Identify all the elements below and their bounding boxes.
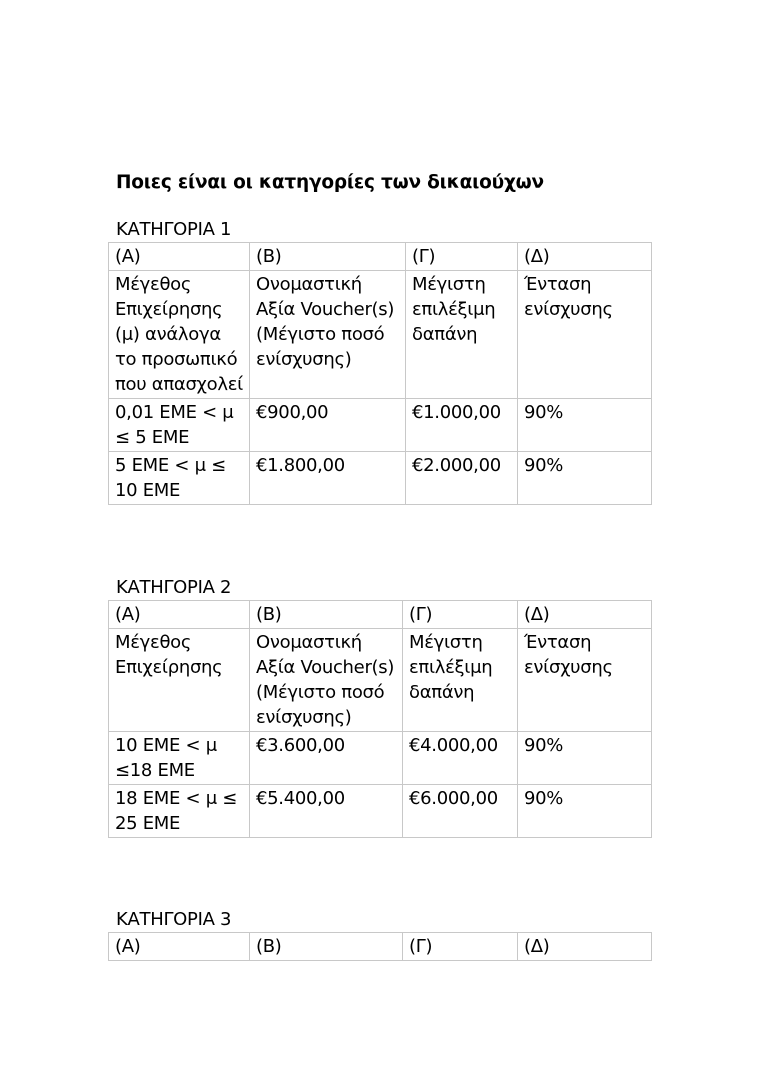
category-3-label: ΚΑΤΗΓΟΡΙΑ 3	[116, 909, 232, 930]
table-cell: (Β)	[250, 933, 403, 961]
table-row	[109, 271, 652, 399]
table-cell: 90%	[518, 785, 652, 838]
table-header-row	[109, 601, 652, 629]
table-cell: Μέγιστη επιλέξιμη δαπάνη	[403, 629, 518, 732]
table-cell: €6.000,00	[403, 785, 518, 838]
table-cell: (Γ)	[403, 601, 518, 629]
table-row	[109, 452, 652, 505]
table-cell: 90%	[518, 399, 652, 452]
table-cell: (Δ)	[518, 933, 652, 961]
table-cell: Μέγεθος Επιχείρησης (μ) ανάλογα το προσωπικό που απασχολεί	[109, 271, 250, 399]
table-cell: €3.600,00	[250, 732, 403, 785]
table-cell: €5.400,00	[250, 785, 403, 838]
table-cell: €1.000,00	[406, 399, 518, 452]
table-cell: (Β)	[250, 243, 406, 271]
table-cell: 0,01 ΕΜΕ < μ ≤ 5 ΕΜΕ	[109, 399, 250, 452]
table-cell: (Γ)	[406, 243, 518, 271]
table-cell: (Α)	[109, 933, 250, 961]
table-header-row	[109, 243, 652, 271]
table-cell: Ονομαστική Αξία Voucher(s) (Μέγιστο ποσό ενίσχυσης)	[250, 271, 406, 399]
table-cell: (Γ)	[403, 933, 518, 961]
table-cell: 90%	[518, 452, 652, 505]
table-cell: €2.000,00	[406, 452, 518, 505]
table-cell: 18 ΕΜΕ < μ ≤ 25 ΕΜΕ	[109, 785, 250, 838]
table-cell: (Α)	[109, 601, 250, 629]
table-cell: €900,00	[250, 399, 406, 452]
table-cell: (Β)	[250, 601, 403, 629]
category-3-table	[108, 932, 652, 961]
table-row	[109, 732, 652, 785]
table-cell: Ονομαστική Αξία Voucher(s) (Μέγιστο ποσό ενίσχυσης)	[250, 629, 403, 732]
table-cell: 10 ΕΜΕ < μ ≤18 ΕΜΕ	[109, 732, 250, 785]
table-cell: Μέγιστη επιλέξιμη δαπάνη	[406, 271, 518, 399]
table-cell: (Α)	[109, 243, 250, 271]
table-cell: (Δ)	[518, 601, 652, 629]
category-1-table	[108, 242, 652, 505]
table-cell: Ένταση ενίσχυσης	[518, 629, 652, 732]
table-cell: €1.800,00	[250, 452, 406, 505]
table-row	[109, 629, 652, 732]
category-1-label: ΚΑΤΗΓΟΡΙΑ 1	[116, 219, 232, 240]
table-header-row	[109, 933, 652, 961]
table-cell: 90%	[518, 732, 652, 785]
table-cell: €4.000,00	[403, 732, 518, 785]
category-2-table	[108, 600, 652, 838]
table-cell: 5 ΕΜΕ < μ ≤ 10 ΕΜΕ	[109, 452, 250, 505]
table-row	[109, 399, 652, 452]
page-title: Ποιες είναι οι κατηγορίες των δικαιούχων	[116, 172, 544, 193]
category-2-label: ΚΑΤΗΓΟΡΙΑ 2	[116, 577, 232, 598]
table-cell: (Δ)	[518, 243, 652, 271]
table-cell: Μέγεθος Επιχείρησης	[109, 629, 250, 732]
table-cell: Ένταση ενίσχυσης	[518, 271, 652, 399]
table-row	[109, 785, 652, 838]
